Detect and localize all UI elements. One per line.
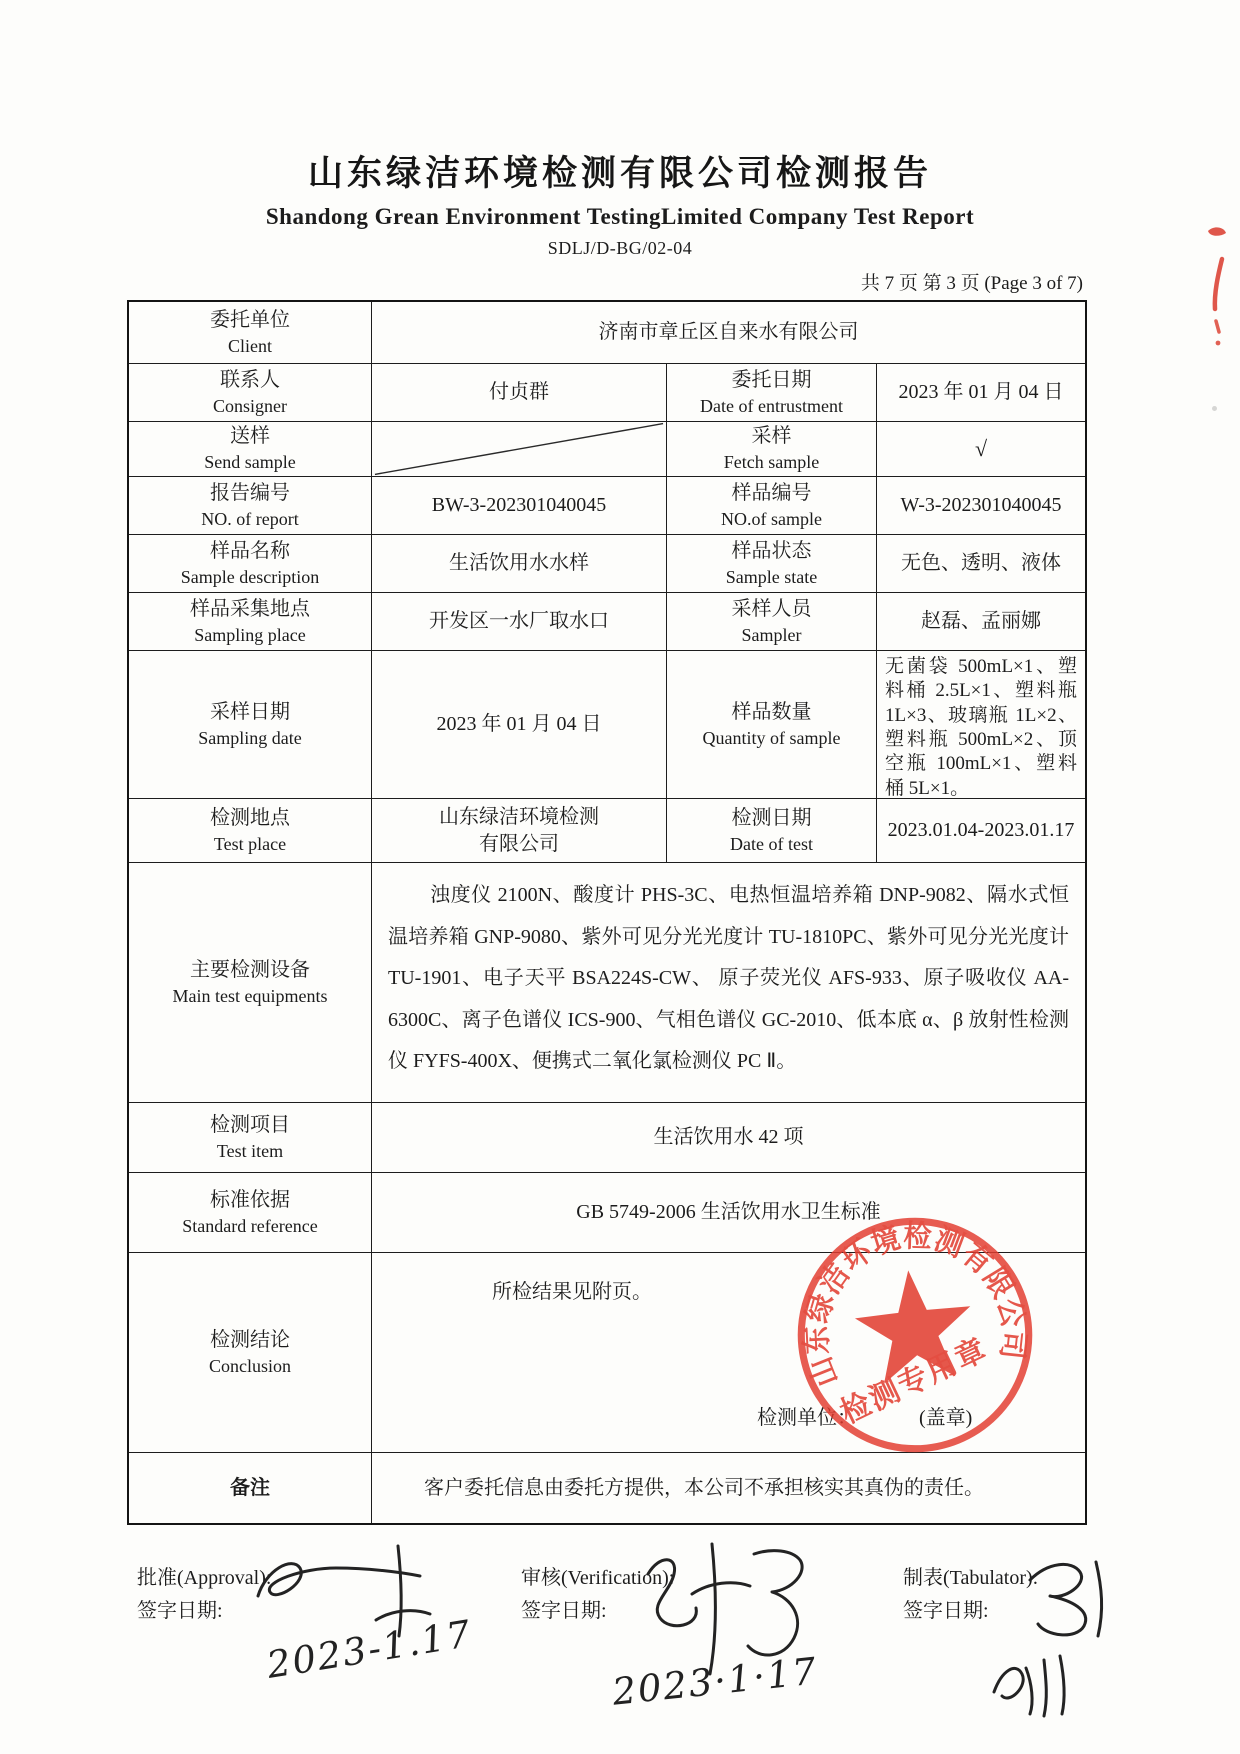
consigner-value: 付贞群	[489, 381, 549, 403]
consigner-label-cell	[129, 364, 372, 421]
page-number-info: 共 7 页 第 3 页 (Page 3 of 7)	[860, 273, 1083, 294]
sample-qty-label-en: Quantity of sample	[702, 727, 841, 748]
entrust-date-value: 2023 年 01 月 04 日	[898, 381, 1064, 403]
client-value: 济南市章丘区自来水有限公司	[598, 321, 859, 343]
verification-sign-date-label: 签字日期:	[521, 1600, 607, 1622]
report-title-en: Shandong Grean Environment TestingLimited Company Test Report	[265, 204, 975, 229]
fetch-sample-label-cn: 采样	[751, 425, 792, 448]
report-no-value-cell	[372, 477, 667, 534]
send-sample-value-cell	[372, 422, 667, 476]
test-date-label-cn: 检测日期	[731, 806, 812, 829]
sample-no-label-en: NO.of sample	[721, 508, 822, 529]
seal-type-text: 检测专用章	[835, 1331, 994, 1431]
test-place-value-cell	[372, 799, 667, 862]
tabulator-sign-date-handwriting	[980, 1640, 1085, 1725]
sampling-date-label-en: Sampling date	[198, 727, 302, 748]
test-place-value-line2: 有限公司	[479, 832, 559, 855]
send-sample-label-en: Send sample	[204, 452, 296, 473]
test-place-value-line1: 山东绿洁环境检测	[439, 805, 599, 828]
sample-no-label-cell	[667, 477, 877, 534]
sample-desc-label-cell	[129, 535, 372, 592]
conclusion-label-cn: 检测结论	[210, 1328, 290, 1351]
sample-qty-label-cn: 样品数量	[731, 700, 812, 723]
equipments-label-cell	[129, 863, 372, 1102]
sampler-value-cell	[877, 593, 1085, 650]
sample-state-label-en: Sample state	[725, 566, 818, 587]
tabulator-signature	[1018, 1548, 1123, 1643]
sample-desc-label-en: Sample description	[180, 566, 320, 587]
sampler-value: 赵磊、孟丽娜	[921, 610, 1041, 632]
table-row-client	[129, 302, 1085, 364]
fetch-sample-value-cell	[877, 422, 1085, 476]
sample-no-value: W-3-202301040045	[900, 494, 1062, 516]
test-date-label-en: Date of test	[730, 833, 813, 854]
checkmark-icon: √	[974, 436, 988, 462]
sample-no-value-cell	[877, 477, 1085, 534]
sampling-place-label-en: Sampling place	[194, 624, 306, 645]
table-row-sampling-place	[129, 593, 1085, 651]
remark-label-cell	[129, 1453, 372, 1523]
consigner-value-cell	[372, 364, 667, 421]
table-row-remark	[129, 1453, 1085, 1523]
approval-sign-date-label: 签字日期:	[137, 1600, 223, 1622]
test-date-value: 2023.01.04-2023.01.17	[887, 819, 1075, 841]
table-row-standard	[129, 1173, 1085, 1253]
table-row-test-item	[129, 1103, 1085, 1173]
fetch-sample-label-cell	[667, 422, 877, 476]
report-no-label-cell	[129, 477, 372, 534]
sample-state-label-cn: 样品状态	[731, 539, 812, 562]
sampling-date-label-cn: 采样日期	[210, 700, 290, 723]
report-no-label-cn: 报告编号	[210, 481, 290, 504]
conclusion-value: 所检结果见附页。	[492, 1281, 652, 1303]
test-item-label-cn: 检测项目	[210, 1113, 290, 1136]
sample-state-value-cell	[877, 535, 1085, 592]
test-date-label-cell	[667, 799, 877, 862]
table-row-report-no	[129, 477, 1085, 535]
sample-qty-value-cell	[877, 651, 1085, 798]
consigner-label-en: Consigner	[213, 395, 287, 416]
report-no-value: BW-3-202301040045	[431, 494, 607, 516]
equipments-label-cn: 主要检测设备	[190, 958, 310, 981]
test-unit-label: 检测单位：	[757, 1407, 857, 1429]
standard-label-cell	[129, 1173, 372, 1252]
sampling-date-value-cell	[372, 651, 667, 798]
report-no-label-en: NO. of report	[201, 508, 299, 529]
consigner-label-cn: 联系人	[220, 368, 280, 391]
sample-qty-label-cell	[667, 651, 877, 798]
sampling-place-label-cn: 样品采集地点	[190, 597, 310, 620]
send-sample-label-cn: 送样	[230, 425, 270, 448]
test-date-value-cell	[877, 799, 1085, 862]
test-item-value-cell	[372, 1103, 1085, 1172]
conclusion-label-cell	[129, 1253, 372, 1452]
remark-value: 客户委托信息由委托方提供，本公司不承担核实其真伪的责任。	[424, 1476, 984, 1499]
equipments-label-en: Main test equipments	[172, 985, 328, 1006]
document-code: SDLJ/D-BG/02-04	[547, 238, 693, 258]
sampler-label-en: Sampler	[741, 624, 802, 645]
sample-desc-label-cn: 样品名称	[210, 539, 290, 562]
client-label-cell	[129, 302, 372, 363]
approval-label: 批准(Approval):	[137, 1567, 272, 1589]
verification-label: 审核(Verification):	[521, 1567, 675, 1589]
entrust-date-value-cell	[877, 364, 1085, 421]
sample-desc-value: 生活饮用水水样	[449, 552, 589, 574]
standard-label-en: Standard reference	[182, 1215, 318, 1236]
entrust-date-label-en: Date of entrustment	[700, 395, 843, 416]
table-row-conclusion	[129, 1253, 1085, 1453]
sampling-date-label-cell	[129, 651, 372, 798]
sampler-label-cell	[667, 593, 877, 650]
client-value-cell	[372, 302, 1085, 363]
report-title-cn: 山东绿洁环境检测有限公司检测报告	[307, 154, 932, 193]
conclusion-value-cell	[372, 1253, 1085, 1452]
sampling-place-label-cell	[129, 593, 372, 650]
tabulator-sign-date-label: 签字日期:	[903, 1600, 989, 1622]
diagonal-strikethrough-line	[372, 422, 666, 476]
approval-sign-date-handwriting: 2023-1.17	[263, 1612, 476, 1687]
table-row-consigner	[129, 364, 1085, 422]
table-row-sampling-date	[129, 651, 1085, 799]
test-unit-line	[757, 1405, 972, 1432]
sampling-place-value: 开发区一水厂取水口	[429, 610, 609, 632]
sample-state-value: 无色、透明、液体	[901, 552, 1061, 574]
sampling-place-value-cell	[372, 593, 667, 650]
standard-label-cn: 标准依据	[210, 1188, 290, 1211]
client-label-cn: 委托单位	[210, 308, 290, 331]
table-row-sample-desc	[129, 535, 1085, 593]
send-sample-label-cell	[129, 422, 372, 476]
table-row-equipments	[129, 863, 1085, 1103]
sampling-date-value: 2023 年 01 月 04 日	[436, 713, 602, 735]
table-row-sample-mode	[129, 422, 1085, 477]
sample-state-label-cell	[667, 535, 877, 592]
entrust-date-label-cn: 委托日期	[731, 368, 812, 391]
test-place-label-en: Test place	[213, 833, 287, 854]
sample-no-label-cn: 样品编号	[731, 481, 812, 504]
equipments-value-cell	[372, 863, 1085, 1102]
remark-value-cell	[372, 1453, 1085, 1523]
entrust-date-label-cell	[667, 364, 877, 421]
conclusion-label-en: Conclusion	[208, 1355, 291, 1376]
seal-company-text: 山东绿洁环境检测有限公司	[798, 1219, 1032, 1392]
fetch-sample-label-en: Fetch sample	[723, 452, 820, 473]
report-table	[127, 300, 1087, 1525]
pencil-dot-mark	[1212, 406, 1217, 411]
client-label-en: Client	[228, 335, 272, 356]
red-margin-marks	[1196, 215, 1240, 350]
table-row-test-place	[129, 799, 1085, 863]
seal-hint-label: (盖章)	[919, 1407, 973, 1429]
sample-qty-value: 无菌袋 500mL×1、塑料桶 2.5L×1、塑料瓶 1L×3、玻璃瓶 1L×2、塑料瓶 500mL×2、顶空瓶 100mL×1、塑料桶 5L×1。	[885, 656, 1077, 799]
test-item-value: 生活饮用水 42 项	[653, 1126, 804, 1148]
equipments-value: 浊度仪 2100N、酸度计 PHS-3C、电热恒温培养箱 DNP-9082、隔水式恒温培养箱 GNP-9080、紫外可见分光光度计 TU-1810PC、紫外可见分光光度计 TU-1901、电子天平 BSA224S-CW、 原子荧光仪 AFS-933、原子吸收仪 AA-6300C、离子色谱仪 ICS-900、气相色谱仪 GC-2010、低本底 α、β 放射性检测仪 FYFS-400X、便携式二氧化氯检测仪 PC Ⅱ。	[388, 884, 1069, 1073]
standard-value: GB 5749-2006 生活饮用水卫生标准	[576, 1201, 881, 1223]
sample-desc-value-cell	[372, 535, 667, 592]
test-item-label-en: Test item	[216, 1140, 284, 1161]
standard-value-cell	[372, 1173, 1085, 1252]
test-item-label-cell	[129, 1103, 372, 1172]
sampler-label-cn: 采样人员	[731, 597, 812, 620]
tabulator-label: 制表(Tabulator):	[903, 1567, 1039, 1589]
remark-label-cn: 备注	[230, 1476, 270, 1499]
verification-sign-date-handwriting: 2023·1·17	[610, 1649, 820, 1714]
test-place-label-cn: 检测地点	[210, 806, 290, 829]
test-place-label-cell	[129, 799, 372, 862]
